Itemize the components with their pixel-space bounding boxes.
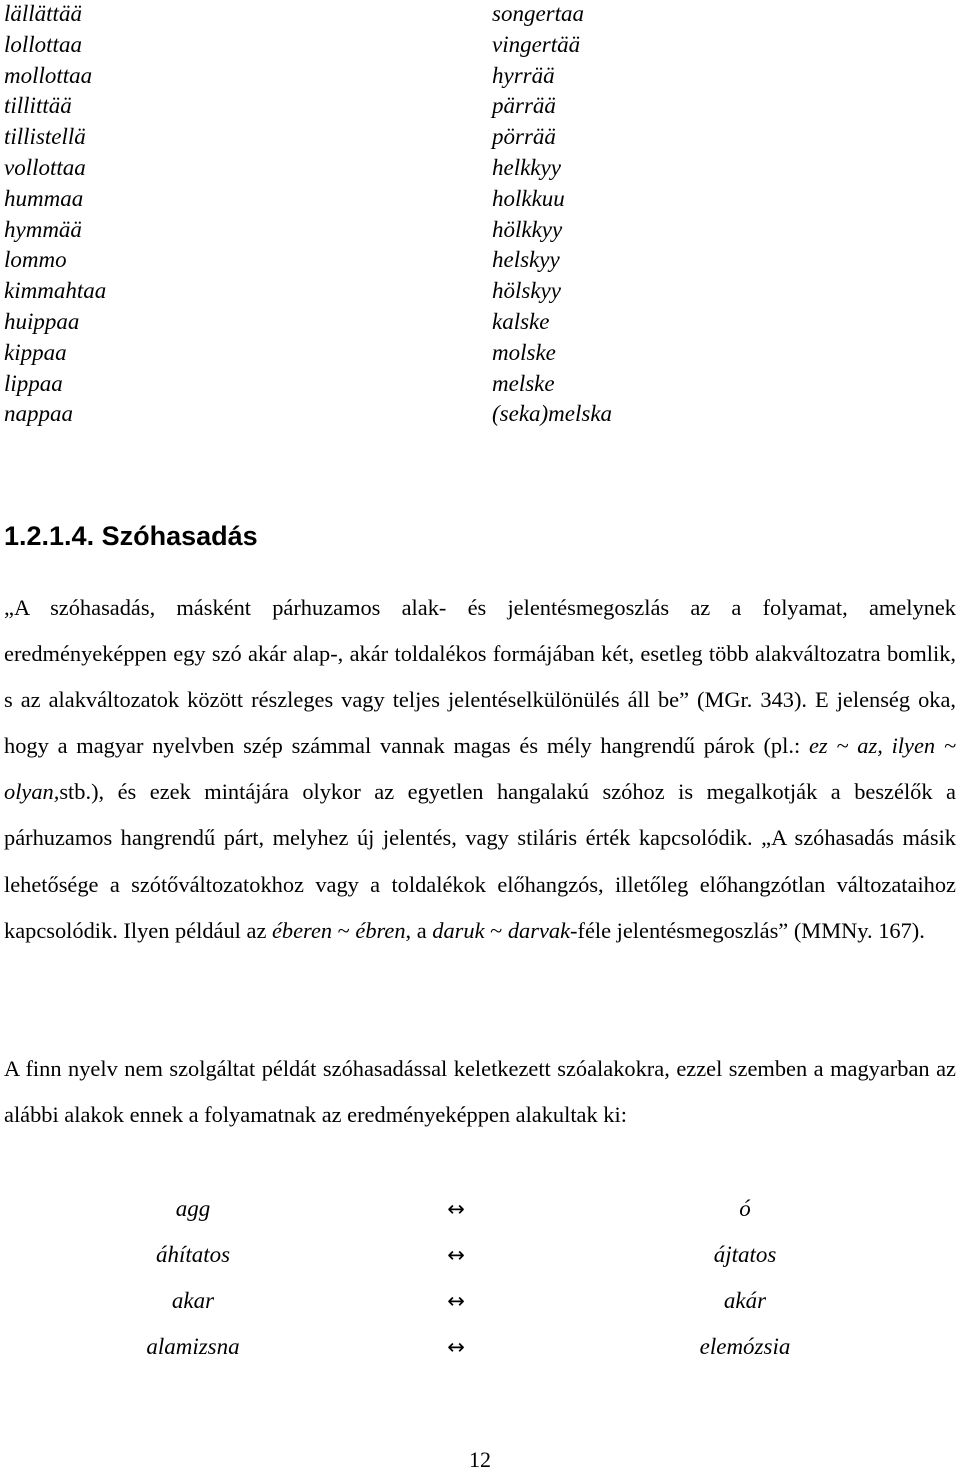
list-item: vollottaa xyxy=(4,154,86,180)
list-item: nappaa xyxy=(4,401,73,427)
word-b: elemózsia xyxy=(699,1334,791,1359)
list-item: hyrrää xyxy=(492,62,555,88)
double-arrow-icon: ↔ xyxy=(447,1289,465,1313)
list-item: lällättää xyxy=(4,1,82,26)
list-item: mollottaa xyxy=(4,62,93,88)
word-pair xyxy=(0,1324,960,1370)
word-a: akar xyxy=(171,1288,215,1313)
double-arrow-icon: ↔ xyxy=(447,1335,465,1359)
word-pair xyxy=(0,1186,960,1232)
list-item: vingertää xyxy=(492,31,581,57)
list-item: kalske xyxy=(492,308,550,334)
list-item: lollottaa xyxy=(4,31,82,57)
list-item: kippaa xyxy=(4,339,67,365)
example-text: ébren xyxy=(355,917,406,943)
list-item: hölskyy xyxy=(492,278,561,304)
body-paragraph-definition xyxy=(4,585,956,954)
list-item: pörrää xyxy=(492,124,556,150)
paragraph-text: -féle jelentésmegoszlás” (MMNy. 167). xyxy=(570,917,925,943)
list-item: hymmää xyxy=(4,216,82,242)
finnish-word-list-right xyxy=(492,0,612,430)
page-number: 12 xyxy=(469,1447,491,1472)
list-item: melske xyxy=(492,370,555,396)
list-item: hölkkyy xyxy=(492,216,563,242)
list-item: lippaa xyxy=(4,370,63,396)
paragraph-text: , a xyxy=(405,917,433,943)
list-item: holkkuu xyxy=(492,185,565,211)
paragraph-text: stb.), és ezek mintájára olykor az egyetlen hangalakú szóhoz is megalkotják a beszélők a párhuzamos hangrendű párt, melyhez új jelentés, vagy stiláris érték kapcsolódik. „A szóhasadás másik lehetősége a szótőváltozatokhoz vagy a toldalékok előhangzós, illetőleg előhangzótlan változataihoz kapcsolódik. Ilyen például az xyxy=(4,779,956,943)
list-item: songertaa xyxy=(492,1,584,26)
word-b: ó xyxy=(739,1196,751,1221)
section-title: Szóhasadás xyxy=(101,521,258,551)
example-text: darvak xyxy=(507,917,571,943)
body-paragraph-finnish: A finn nyelv nem szolgáltat példát szóhasadással keletkezett szóalakokra, ezzel szemben a magyarban az alábbi alakok ennek a folyamatnak az eredményeképpen alakultak ki: xyxy=(4,1056,956,1128)
list-item: tillistellä xyxy=(4,124,86,150)
paragraph-text: „A szóhasadás, másként párhuzamos alak- és jelentésmegoszlás az a folyamat, amelynek eredményeképpen egy szó akár alap-, akár toldalékos formájában két, esetleg több alakváltozatra bomlik, s az alakváltozatok között részleges vagy teljes jelentéselkülönülés áll be” (MGr. 343). E jelenség oka, hogy a magyar nyelvben szép számmal vannak magas és mély hangrendű párok (pl.: xyxy=(4,595,956,759)
paragraph-text: ~ xyxy=(484,917,508,943)
double-arrow-icon: ↔ xyxy=(447,1197,465,1221)
word-pair xyxy=(0,1278,960,1324)
list-item: hummaa xyxy=(4,185,84,211)
list-item: (seka)melska xyxy=(492,401,613,427)
word-b: ájtatos xyxy=(713,1242,777,1267)
paragraph-text: ~ xyxy=(332,917,356,943)
word-a: áhítatos xyxy=(155,1242,231,1267)
example-text: daruk xyxy=(432,917,485,943)
example-text: ez ~ az, ilyen ~ olyan, xyxy=(4,733,956,805)
double-arrow-icon: ↔ xyxy=(447,1243,465,1267)
section-number: 1.2.1.4. xyxy=(4,521,95,551)
section-heading xyxy=(4,518,258,554)
finnish-word-list-left xyxy=(4,0,106,430)
word-b: akár xyxy=(723,1288,767,1313)
example-text: éberen xyxy=(271,917,333,943)
list-item: lommo xyxy=(4,247,67,273)
list-item: pärrää xyxy=(492,93,556,119)
word-a: alamizsna xyxy=(146,1334,240,1359)
list-item: helskyy xyxy=(492,247,560,273)
word-a: agg xyxy=(175,1196,211,1221)
list-item: molske xyxy=(492,339,556,365)
list-item: kimmahtaa xyxy=(4,278,107,304)
list-item: tillittää xyxy=(4,93,72,119)
list-item: helkkyy xyxy=(492,154,561,180)
word-pair-list xyxy=(0,1186,960,1370)
word-pair xyxy=(0,1232,960,1278)
list-item: huippaa xyxy=(4,308,80,334)
